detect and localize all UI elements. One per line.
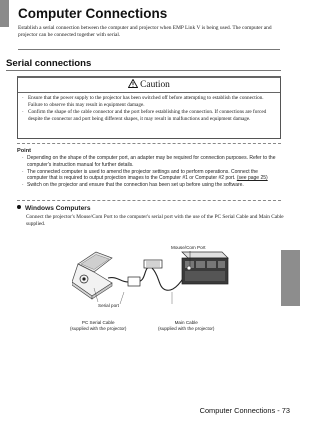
windows-heading: Windows Computers (17, 205, 91, 212)
caution-box (17, 76, 281, 139)
bullet-icon (17, 205, 21, 209)
section-divider (6, 70, 281, 71)
point-title: Point (17, 148, 31, 154)
main-cable-label: Main Cable (supplied with the projector) (158, 320, 215, 331)
cables (108, 266, 189, 290)
caution-item: · Ensure that the power supply to the projector has been switched off before attempting to establish the connection. Failure to observe this may result in equipment damage. (22, 95, 264, 108)
caution-item: · Confirm the shape of the cable connector and the port before establishing the connection. If connections are forced despite the connector and port being different shapes, it may result in malfunctions and equipment damage. (22, 108, 267, 122)
title-divider (18, 49, 280, 50)
section-title: Serial connections (6, 58, 92, 69)
header-side-bar (0, 0, 9, 27)
point-divider-top (17, 143, 281, 144)
point-item: · Depending on the shape of the computer port, an adapter may be required for connection purposes. Refer to the computer's instruction manual for further details. (22, 155, 276, 168)
point-divider-bottom (17, 200, 281, 201)
projector-illustration (182, 251, 228, 284)
point-list (22, 155, 278, 189)
intro-paragraph: Establish a serial connection between the computer and projector when EMP Link V is being used. The computer and projector can be connected together with serial. (18, 25, 272, 39)
chapter-tab (281, 250, 300, 306)
mouse-com-port-label: Mouse/Com Port (171, 245, 206, 250)
connection-diagram (72, 246, 232, 318)
pc-serial-cable-label: PC Serial Cable (supplied with the projector) (70, 320, 127, 331)
caution-body (22, 95, 277, 123)
page-title: Computer Connections (18, 6, 168, 21)
windows-text: Connect the projector's Mouse/Com Port to the computer's serial port with the use of the PC Serial Cable and Main Cable supplied. (26, 214, 284, 227)
caution-header (18, 78, 280, 93)
footer-page-number: Computer Connections - 73 (199, 406, 290, 415)
laptop-illustration (72, 252, 112, 299)
warning-icon (128, 79, 138, 88)
point-item: · Switch on the projector and ensure that the connection has been set up before using the software. (22, 182, 244, 189)
serial-port-label: Serial port (98, 303, 119, 308)
point-item: · The connected computer is used to amend the projector settings and to perform operations. Connect the computer that is required to output projection images to the Computer #1 or Computer #2 port. (see page 25) (22, 168, 268, 182)
page-link[interactable]: (see page 25) (236, 175, 268, 182)
caution-heading: Caution (140, 80, 170, 90)
